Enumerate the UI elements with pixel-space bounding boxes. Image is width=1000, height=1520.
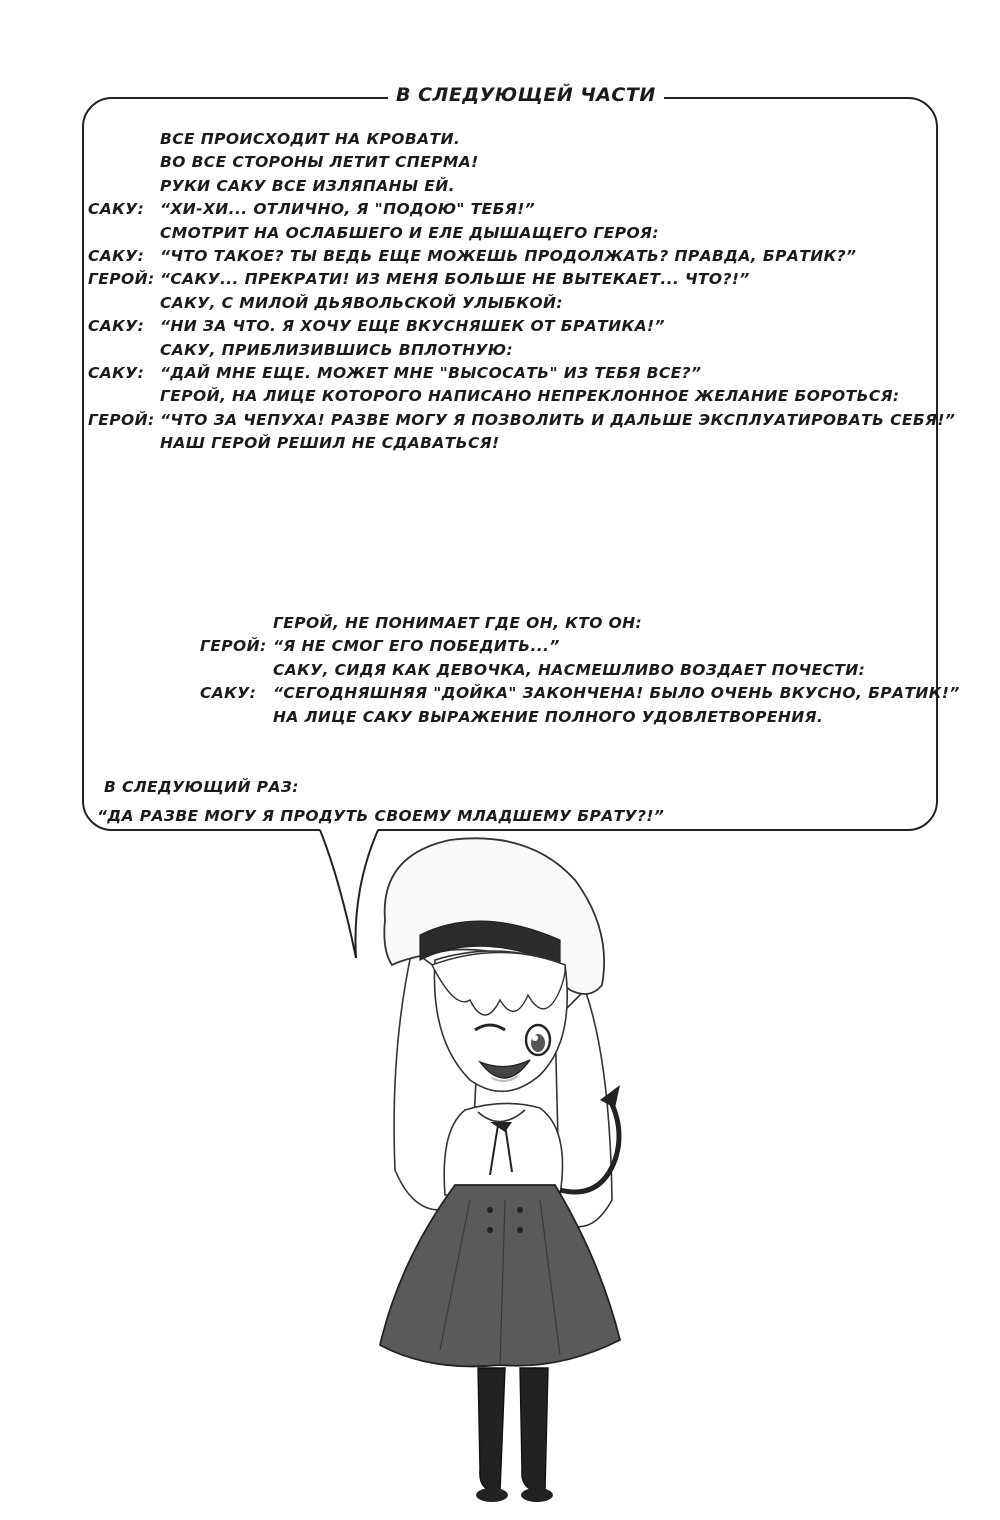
dialogue-line: САКУ, СИДЯ КАК ДЕВОЧКА, НАСМЕШЛИВО ВОЗДАЕТ ПОЧЕСТИ: [273,660,866,679]
dialogue-line: ВСЕ ПРОИСХОДИТ НА КРОВАТИ. [160,130,461,148]
dialogue-line: НАШ ГЕРОЙ РЕШИЛ НЕ СДАВАТЬСЯ! [160,434,500,453]
speaker-label: ГЕРОЙ: [200,637,267,656]
dialogue-line: “СЕГОДНЯШНЯЯ "ДОЙКА" ЗАКОНЧЕНА! БЫЛО ОЧЕНЬ ВКУСНО, БРАТИК!” [273,684,960,703]
dialogue-line: САКУ, ПРИБЛИЗИВШИСЬ ВПЛОТНУЮ: [160,340,514,359]
next-time-text: “ДА РАЗВЕ МОГУ Я ПРОДУТЬ СВОЕМУ МЛАДШЕМУ БРАТУ?!” [97,807,665,825]
dialogue-line: “САКУ... ПРЕКРАТИ! ИЗ МЕНЯ БОЛЬШЕ НЕ ВЫТЕКАЕТ... ЧТО?!” [160,270,750,289]
speaker-label: САКУ: [88,200,145,219]
bubble-tail [320,829,378,958]
dialogue-line: ВО ВСЕ СТОРОНЫ ЛЕТИТ СПЕРМА! [160,153,479,172]
dialogue-line: ГЕРОЙ, НЕ ПОНИМАЕТ ГДЕ ОН, КТО ОН: [273,614,643,632]
dialogue-line: СМОТРИТ НА ОСЛАБШЕГО И ЕЛЕ ДЫШАЩЕГО ГЕРОЯ: [160,223,659,242]
dialogue-line: “ХИ-ХИ... ОТЛИЧНО, Я "ПОДОЮ" ТЕБЯ!” [160,200,536,219]
speaker-label: САКУ: [88,364,145,382]
dialogue-line: РУКИ САКУ ВСЕ ИЗЛЯПАНЫ ЕЙ. [160,176,455,195]
dialogue-line: ГЕРОЙ, НА ЛИЦЕ КОТОРОГО НАПИСАНО НЕПРЕКЛОННОЕ ЖЕЛАНИЕ БОРОТЬСЯ: [160,387,900,406]
dialogue-line: “ЧТО ЗА ЧЕПУХА! РАЗВЕ МОГУ Я ПОЗВОЛИТЬ И ДАЛЬШЕ ЭКСПЛУАТИРОВАТЬ СЕБЯ!” [160,410,956,429]
boots [476,1368,553,1502]
next-time-label: В СЛЕДУЮЩИЙ РАЗ: [104,778,299,796]
speaker-label: САКУ: [200,684,257,703]
dialogue-line: “НИ ЗА ЧТО. Я ХОЧУ ЕЩЕ ВКУСНЯШЕК ОТ БРАТИКА!” [160,317,665,336]
bubble-title: В СЛЕДУЮЩЕЙ ЧАСТИ [388,84,664,106]
dialogue-line: “ЧТО ТАКОЕ? ТЫ ВЕДЬ ЕЩЕ МОЖЕШЬ ПРОДОЛЖАТЬ? ПРАВДА, БРАТИК?” [160,247,857,265]
speaker-label: ГЕРОЙ: [88,270,155,289]
dialogue-line: САКУ, С МИЛОЙ ДЬЯВОЛЬСКОЙ УЛЫБКОЙ: [160,293,563,312]
speaker-label: САКУ: [88,247,145,265]
dialogue-line: НА ЛИЦЕ САКУ ВЫРАЖЕНИЕ ПОЛНОГО УДОВЛЕТВОРЕНИЯ. [273,707,824,726]
dialogue-line: “Я НЕ СМОГ ЕГО ПОБЕДИТЬ...” [273,637,560,656]
speaker-label: ГЕРОЙ: [88,410,155,429]
dialogue-line: “ДАЙ МНЕ ЕЩЕ. МОЖЕТ МНЕ "ВЫСОСАТЬ" ИЗ ТЕБЯ ВСЕ?” [160,364,702,382]
blouse [444,1103,562,1195]
speaker-label: САКУ: [88,317,145,336]
